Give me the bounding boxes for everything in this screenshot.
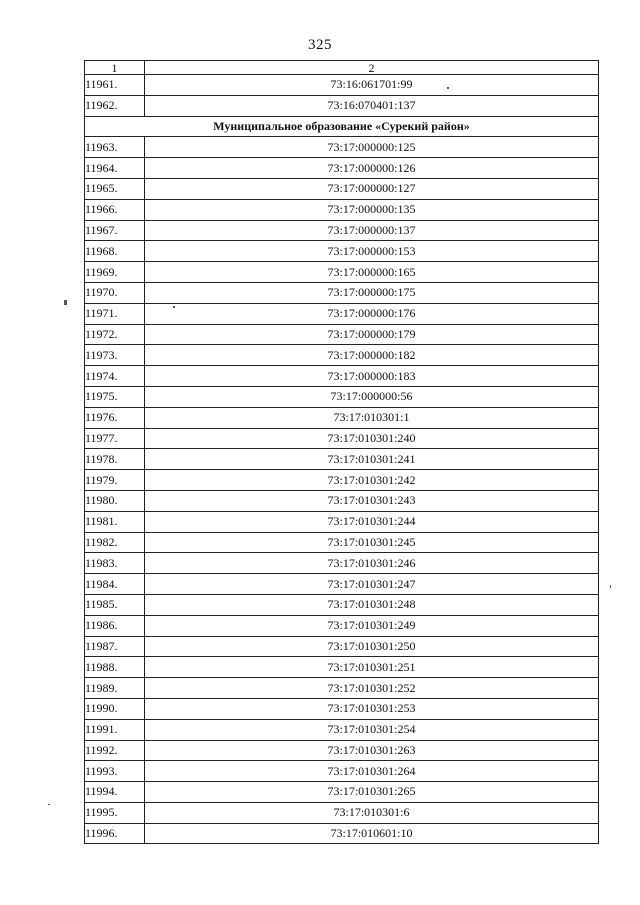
cadastral-number: 73:17:010301:264 [145, 761, 599, 782]
scan-mark [173, 306, 175, 308]
table-row [85, 802, 599, 823]
row-number: 11977. [85, 428, 145, 449]
section-row [85, 116, 599, 137]
row-number: 11996. [85, 823, 145, 844]
cadastral-number: 73:17:010301:244 [145, 511, 599, 532]
row-number: 11991. [85, 719, 145, 740]
table-row [85, 262, 599, 283]
table-row [85, 366, 599, 387]
cadastral-number: 73:17:000000:179 [145, 324, 599, 345]
table-row [85, 282, 599, 303]
column-header-2: 2 [145, 61, 599, 75]
row-number: 11974. [85, 366, 145, 387]
cadastral-number: 73:17:010301:242 [145, 470, 599, 491]
row-number: 11973. [85, 345, 145, 366]
row-number: 11966. [85, 199, 145, 220]
row-number: 11994. [85, 782, 145, 803]
row-number: 11989. [85, 678, 145, 699]
table-row [85, 178, 599, 199]
row-number: 11986. [85, 615, 145, 636]
cadastral-number: 73:17:000000:135 [145, 199, 599, 220]
scan-mark [48, 804, 50, 805]
row-number: 11965. [85, 178, 145, 199]
cadastral-number: 73:17:010301:246 [145, 553, 599, 574]
table-row [85, 574, 599, 595]
scan-mark [610, 585, 611, 588]
cadastral-number: 73:17:000000:127 [145, 178, 599, 199]
column-header-1: 1 [85, 61, 145, 75]
cadastral-number: 73:17:010301:241 [145, 449, 599, 470]
row-number: 11993. [85, 761, 145, 782]
row-number: 11970. [85, 282, 145, 303]
cadastral-number: 73:16:061701:99 [145, 75, 599, 96]
table-row [85, 823, 599, 844]
table-row [85, 199, 599, 220]
table-row [85, 678, 599, 699]
table-header-row [85, 61, 599, 75]
cadastral-number: 73:17:010301:248 [145, 594, 599, 615]
cadastral-number: 73:17:010301:254 [145, 719, 599, 740]
table-row [85, 407, 599, 428]
cadastral-number: 73:17:000000:176 [145, 303, 599, 324]
row-number: 11992. [85, 740, 145, 761]
cadastral-number: 73:16:070401:137 [145, 95, 599, 116]
table-row [85, 761, 599, 782]
table-row [85, 719, 599, 740]
table-row [85, 470, 599, 491]
row-number: 11967. [85, 220, 145, 241]
table-row [85, 636, 599, 657]
cadastral-number: 73:17:000000:126 [145, 158, 599, 179]
cadastral-number: 73:17:010301:250 [145, 636, 599, 657]
cadastral-number: 73:17:010301:240 [145, 428, 599, 449]
table-row [85, 490, 599, 511]
cadastral-number: 73:17:000000:175 [145, 282, 599, 303]
row-number: 11981. [85, 511, 145, 532]
cadastral-number: 73:17:010301:6 [145, 802, 599, 823]
table-row [85, 449, 599, 470]
table-row [85, 241, 599, 262]
cadastral-number: 73:17:010301:249 [145, 615, 599, 636]
table-row [85, 740, 599, 761]
row-number: 11978. [85, 449, 145, 470]
row-number: 11964. [85, 158, 145, 179]
row-number: 11968. [85, 241, 145, 262]
table-row [85, 303, 599, 324]
cadastral-number: 73:17:000000:137 [145, 220, 599, 241]
row-number: 11969. [85, 262, 145, 283]
row-number: 11979. [85, 470, 145, 491]
scan-mark [64, 300, 67, 305]
row-number: 11962. [85, 95, 145, 116]
table-row [85, 345, 599, 366]
cadastral-number: 73:17:010301:1 [145, 407, 599, 428]
cadastral-number: 73:17:000000:165 [145, 262, 599, 283]
row-number: 11963. [85, 137, 145, 158]
cadastral-number: 73:17:000000:125 [145, 137, 599, 158]
row-number: 11987. [85, 636, 145, 657]
table-row [85, 553, 599, 574]
page-number: 325 [308, 37, 332, 53]
row-number: 11980. [85, 490, 145, 511]
row-number: 11988. [85, 657, 145, 678]
cadastral-number: 73:17:010301:251 [145, 657, 599, 678]
table-row [85, 698, 599, 719]
table-row [85, 75, 599, 96]
cadastral-number: 73:17:010301:245 [145, 532, 599, 553]
row-number: 11975. [85, 386, 145, 407]
row-number: 11961. [85, 75, 145, 96]
row-number: 11971. [85, 303, 145, 324]
cadastral-number: 73:17:000000:56 [145, 386, 599, 407]
cadastral-number: 73:17:010301:252 [145, 678, 599, 699]
cadastral-number: 73:17:010301:243 [145, 490, 599, 511]
table-row [85, 95, 599, 116]
row-number: 11990. [85, 698, 145, 719]
table-row [85, 137, 599, 158]
cadastral-number: 73:17:010301:253 [145, 698, 599, 719]
row-number: 11972. [85, 324, 145, 345]
row-number: 11982. [85, 532, 145, 553]
cadastral-number: 73:17:000000:153 [145, 241, 599, 262]
table-row [85, 657, 599, 678]
table-row [85, 615, 599, 636]
cadastral-number: 73:17:010301:247 [145, 574, 599, 595]
table-row [85, 511, 599, 532]
table-row [85, 220, 599, 241]
cadastral-number: 73:17:010601:10 [145, 823, 599, 844]
cadastral-table [84, 60, 599, 844]
table-row [85, 782, 599, 803]
row-number: 11985. [85, 594, 145, 615]
cadastral-number: 73:17:000000:182 [145, 345, 599, 366]
table-row [85, 158, 599, 179]
table-row [85, 532, 599, 553]
row-number: 11983. [85, 553, 145, 574]
table-body [85, 75, 599, 844]
scan-mark [447, 87, 449, 89]
cadastral-number: 73:17:010301:265 [145, 782, 599, 803]
cadastral-number: 73:17:010301:263 [145, 740, 599, 761]
row-number: 11976. [85, 407, 145, 428]
table-row [85, 428, 599, 449]
table-row [85, 386, 599, 407]
table-row [85, 594, 599, 615]
row-number: 11995. [85, 802, 145, 823]
cadastral-number: 73:17:000000:183 [145, 366, 599, 387]
table-row [85, 324, 599, 345]
section-title: Муниципальное образование «Сурекий район» [85, 116, 599, 137]
row-number: 11984. [85, 574, 145, 595]
